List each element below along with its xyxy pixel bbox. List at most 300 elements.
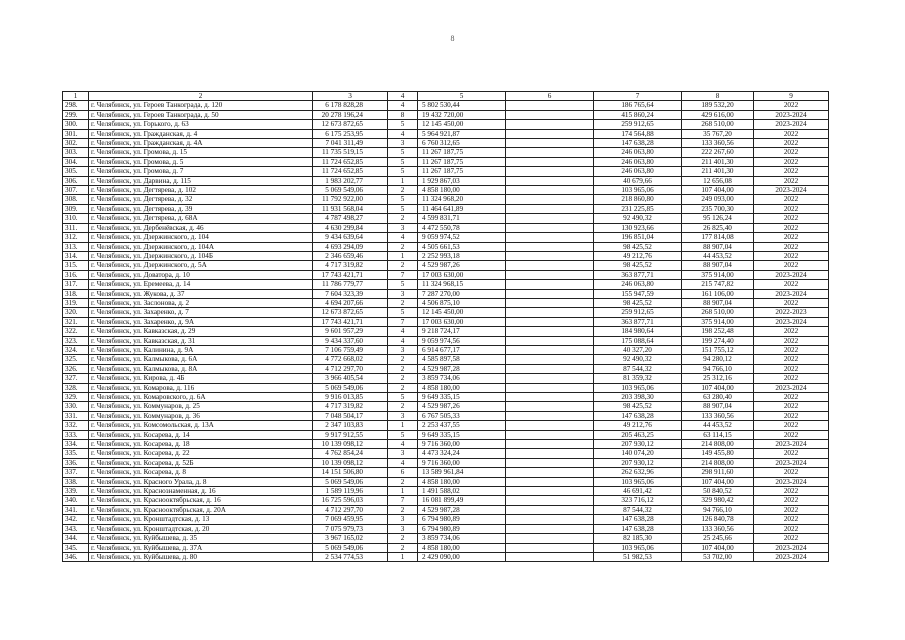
count-cell: 4: [388, 101, 418, 110]
empty-cell: [506, 393, 594, 402]
amount-b-cell: 249 093,00: [682, 195, 754, 204]
table-row: [63, 364, 829, 373]
total-cost-cell: 5 069 549,06: [313, 477, 388, 486]
row-number: 335.: [63, 449, 89, 458]
year-cell: 2023-2024: [754, 458, 829, 467]
table-row: [63, 289, 829, 298]
amount-cell: 11 324 968,15: [418, 280, 506, 289]
year-cell: 2022: [754, 327, 829, 336]
amount-b-cell: 211 401,30: [682, 167, 754, 176]
empty-cell: [506, 345, 594, 354]
year-cell: 2022: [754, 298, 829, 307]
amount-cell: 4 858 180,00: [418, 186, 506, 195]
table-row: [63, 430, 829, 439]
amount-cell: 6 760 312,65: [418, 139, 506, 148]
amount-a-cell: 203 398,30: [594, 393, 682, 402]
table-row: [63, 167, 829, 176]
table-row: [63, 157, 829, 166]
total-cost-cell: 16 725 596,03: [313, 496, 388, 505]
row-number: 326.: [63, 364, 89, 373]
address-cell: г. Челябинск, ул. Комаровского, д. 6А: [89, 393, 313, 402]
total-cost-cell: 5 069 549,06: [313, 383, 388, 392]
row-number: 311.: [63, 223, 89, 232]
address-cell: г. Челябинск, ул. Дербенёвская, д. 46: [89, 223, 313, 232]
amount-b-cell: 53 702,00: [682, 552, 754, 561]
table-row: [63, 421, 829, 430]
amount-a-cell: 184 980,64: [594, 327, 682, 336]
amount-b-cell: 214 808,00: [682, 440, 754, 449]
column-header: 8: [682, 92, 754, 101]
amount-a-cell: 147 638,28: [594, 515, 682, 524]
count-cell: 7: [388, 270, 418, 279]
year-cell: 2022: [754, 524, 829, 533]
total-cost-cell: 12 673 872,65: [313, 120, 388, 129]
amount-cell: 9 649 335,15: [418, 430, 506, 439]
empty-cell: [506, 524, 594, 533]
year-cell: 2022: [754, 280, 829, 289]
address-cell: г. Челябинск, ул. Еремеева, д. 14: [89, 280, 313, 289]
row-number: 314.: [63, 251, 89, 260]
address-cell: г. Челябинск, ул. Краснооктябрьская, д. 16: [89, 496, 313, 505]
total-cost-cell: 14 151 506,80: [313, 468, 388, 477]
amount-cell: 4 858 180,00: [418, 477, 506, 486]
amount-b-cell: 25 312,16: [682, 374, 754, 383]
amount-cell: 4 506 875,10: [418, 298, 506, 307]
total-cost-cell: 2 347 103,83: [313, 421, 388, 430]
empty-cell: [506, 186, 594, 195]
address-cell: г. Челябинск, ул. Дегтярева, д. 39: [89, 204, 313, 213]
amount-a-cell: 207 930,12: [594, 440, 682, 449]
row-number: 305.: [63, 167, 89, 176]
total-cost-cell: 4 772 668,02: [313, 355, 388, 364]
amount-a-cell: 155 947,59: [594, 289, 682, 298]
row-number: 332.: [63, 421, 89, 430]
year-cell: 2023-2024: [754, 317, 829, 326]
amount-cell: 4 529 987,28: [418, 364, 506, 373]
row-number: 317.: [63, 280, 89, 289]
address-cell: г. Челябинск, ул. Дзержинского, д. 104: [89, 233, 313, 242]
count-cell: 2: [388, 402, 418, 411]
count-cell: 2: [388, 298, 418, 307]
empty-cell: [506, 251, 594, 260]
amount-a-cell: 231 225,85: [594, 204, 682, 213]
amount-cell: 9 716 360,00: [418, 440, 506, 449]
address-cell: г. Челябинск, ул. Гражданская, д. 4: [89, 129, 313, 138]
row-number: 299.: [63, 110, 89, 119]
table-row: [63, 129, 829, 138]
count-cell: 3: [388, 449, 418, 458]
amount-a-cell: 81 359,32: [594, 374, 682, 383]
amount-cell: 13 589 961,84: [418, 468, 506, 477]
address-cell: г. Челябинск, ул. Косарева, д. 22: [89, 449, 313, 458]
table-row: [63, 468, 829, 477]
row-number: 316.: [63, 270, 89, 279]
address-cell: г. Челябинск, ул. Коммунаров, д. 25: [89, 402, 313, 411]
address-cell: г. Челябинск, ул. Комсомольская, д. 13А: [89, 421, 313, 430]
total-cost-cell: 6 178 828,28: [313, 101, 388, 110]
row-number: 310.: [63, 214, 89, 223]
address-cell: г. Челябинск, ул. Кавказская, д. 31: [89, 336, 313, 345]
amount-cell: 11 267 187,75: [418, 167, 506, 176]
table-row: [63, 251, 829, 260]
row-number: 343.: [63, 524, 89, 533]
table-row: [63, 204, 829, 213]
table-row: [63, 120, 829, 129]
empty-cell: [506, 120, 594, 129]
count-cell: 3: [388, 223, 418, 232]
address-cell: г. Челябинск, ул. Кронштадтская, д. 13: [89, 515, 313, 524]
page-number: 8: [450, 34, 455, 43]
table-row: [63, 148, 829, 157]
address-cell: г. Челябинск, ул. Кирова, д. 4Б: [89, 374, 313, 383]
address-cell: г. Челябинск, ул. Куйбышева, д. 35: [89, 534, 313, 543]
empty-cell: [506, 449, 594, 458]
empty-cell: [506, 505, 594, 514]
count-cell: 3: [388, 289, 418, 298]
row-number: 339.: [63, 487, 89, 496]
amount-b-cell: 12 656,08: [682, 176, 754, 185]
table-row: [63, 458, 829, 467]
amount-a-cell: 82 185,30: [594, 534, 682, 543]
empty-cell: [506, 110, 594, 119]
table-row: [63, 317, 829, 326]
table-row: [63, 336, 829, 345]
amount-a-cell: 46 691,42: [594, 487, 682, 496]
count-cell: 5: [388, 430, 418, 439]
column-header: 2: [89, 92, 313, 101]
year-cell: 2022: [754, 148, 829, 157]
row-number: 320.: [63, 308, 89, 317]
address-cell: г. Челябинск, ул. Дегтярева, д. 102: [89, 186, 313, 195]
amount-b-cell: 50 840,52: [682, 487, 754, 496]
empty-cell: [506, 534, 594, 543]
amount-a-cell: 147 638,28: [594, 411, 682, 420]
total-cost-cell: 9 917 912,55: [313, 430, 388, 439]
total-cost-cell: 12 673 872,65: [313, 308, 388, 317]
table-row: [63, 487, 829, 496]
amount-b-cell: 268 510,00: [682, 120, 754, 129]
row-number: 346.: [63, 552, 89, 561]
year-cell: 2022: [754, 393, 829, 402]
amount-cell: 2 253 437,55: [418, 421, 506, 430]
amount-cell: 9 716 360,00: [418, 458, 506, 467]
amount-b-cell: 35 767,20: [682, 129, 754, 138]
year-cell: 2022: [754, 167, 829, 176]
table-row: [63, 176, 829, 185]
amount-b-cell: 88 907,04: [682, 298, 754, 307]
year-cell: 2022: [754, 233, 829, 242]
count-cell: 4: [388, 336, 418, 345]
row-number: 302.: [63, 139, 89, 148]
amount-a-cell: 205 463,25: [594, 430, 682, 439]
amount-b-cell: 88 907,04: [682, 242, 754, 251]
amount-a-cell: 130 923,66: [594, 223, 682, 232]
row-number: 324.: [63, 345, 89, 354]
table-row: [63, 543, 829, 552]
row-number: 315.: [63, 261, 89, 270]
address-cell: г. Челябинск, ул. Краснооктябрьская, д. 20А: [89, 505, 313, 514]
table-row: [63, 440, 829, 449]
row-number: 340.: [63, 496, 89, 505]
amount-a-cell: 87 544,32: [594, 364, 682, 373]
table-row: [63, 393, 829, 402]
count-cell: 2: [388, 505, 418, 514]
table-row: [63, 402, 829, 411]
empty-cell: [506, 223, 594, 232]
empty-cell: [506, 515, 594, 524]
empty-cell: [506, 458, 594, 467]
count-cell: 2: [388, 186, 418, 195]
amount-a-cell: 98 425,52: [594, 402, 682, 411]
year-cell: 2023-2024: [754, 543, 829, 552]
amount-a-cell: 415 860,24: [594, 110, 682, 119]
address-cell: г. Челябинск, ул. Косарева, д. 52Б: [89, 458, 313, 467]
total-cost-cell: 11 724 652,85: [313, 157, 388, 166]
year-cell: 2022: [754, 157, 829, 166]
table-row: [63, 242, 829, 251]
amount-a-cell: 196 851,04: [594, 233, 682, 242]
row-number: 325.: [63, 355, 89, 364]
address-cell: г. Челябинск, ул. Громова, д. 7: [89, 167, 313, 176]
total-cost-cell: 10 139 098,12: [313, 458, 388, 467]
table-row: [63, 505, 829, 514]
total-cost-cell: 7 075 979,73: [313, 524, 388, 533]
address-cell: г. Челябинск, ул. Дзержинского, д. 104Б: [89, 251, 313, 260]
amount-cell: 19 432 720,00: [418, 110, 506, 119]
total-cost-cell: 20 278 196,24: [313, 110, 388, 119]
year-cell: 2022-2023: [754, 308, 829, 317]
address-cell: г. Челябинск, ул. Косарева, д. 8: [89, 468, 313, 477]
total-cost-cell: 6 175 253,95: [313, 129, 388, 138]
amount-b-cell: 88 907,04: [682, 402, 754, 411]
year-cell: 2022: [754, 505, 829, 514]
amount-cell: 7 287 270,00: [418, 289, 506, 298]
row-number: 323.: [63, 336, 89, 345]
column-header: 6: [506, 92, 594, 101]
total-cost-cell: 3 966 405,54: [313, 374, 388, 383]
count-cell: 2: [388, 214, 418, 223]
total-cost-cell: 4 693 294,09: [313, 242, 388, 251]
total-cost-cell: 4 762 854,24: [313, 449, 388, 458]
year-cell: 2022: [754, 242, 829, 251]
empty-cell: [506, 487, 594, 496]
row-number: 321.: [63, 317, 89, 326]
address-cell: г. Челябинск, ул. Громова, д. 15: [89, 148, 313, 157]
year-cell: 2023-2024: [754, 383, 829, 392]
amount-cell: 9 059 974,52: [418, 233, 506, 242]
amount-a-cell: 51 982,53: [594, 552, 682, 561]
address-cell: г. Челябинск, ул. Дегтярева, д. 32: [89, 195, 313, 204]
row-number: 333.: [63, 430, 89, 439]
total-cost-cell: 11 931 568,04: [313, 204, 388, 213]
amount-a-cell: 363 877,71: [594, 317, 682, 326]
count-cell: 2: [388, 534, 418, 543]
table-row: [63, 411, 829, 420]
year-cell: 2022: [754, 176, 829, 185]
empty-cell: [506, 270, 594, 279]
amount-cell: 11 464 641,89: [418, 204, 506, 213]
count-cell: 3: [388, 139, 418, 148]
column-header: 4: [388, 92, 418, 101]
address-cell: г. Челябинск, ул. Жукова, д. 37: [89, 289, 313, 298]
address-cell: г. Челябинск, ул. Куйбышева, д. 80: [89, 552, 313, 561]
table-header-row: [63, 92, 829, 101]
amount-b-cell: 107 404,00: [682, 186, 754, 195]
address-cell: г. Челябинск, ул. Захаренко, д. 9А: [89, 317, 313, 326]
count-cell: 7: [388, 317, 418, 326]
amount-b-cell: 94 766,10: [682, 505, 754, 514]
count-cell: 1: [388, 487, 418, 496]
amount-b-cell: 149 455,80: [682, 449, 754, 458]
empty-cell: [506, 157, 594, 166]
count-cell: 5: [388, 157, 418, 166]
table-row: [63, 298, 829, 307]
count-cell: 3: [388, 515, 418, 524]
year-cell: 2022: [754, 129, 829, 138]
amount-cell: 16 081 899,49: [418, 496, 506, 505]
table-row: [63, 195, 829, 204]
amount-b-cell: 375 914,00: [682, 317, 754, 326]
count-cell: 4: [388, 129, 418, 138]
year-cell: 2023-2024: [754, 289, 829, 298]
column-header: 5: [418, 92, 506, 101]
amount-cell: 4 473 324,24: [418, 449, 506, 458]
year-cell: 2022: [754, 515, 829, 524]
year-cell: 2022: [754, 402, 829, 411]
amount-b-cell: 298 911,60: [682, 468, 754, 477]
table-row: [63, 233, 829, 242]
total-cost-cell: 17 743 421,71: [313, 317, 388, 326]
total-cost-cell: 2 346 659,46: [313, 251, 388, 260]
empty-cell: [506, 101, 594, 110]
amount-a-cell: 92 490,32: [594, 214, 682, 223]
count-cell: 5: [388, 195, 418, 204]
table-row: [63, 345, 829, 354]
count-cell: 1: [388, 251, 418, 260]
column-header: 1: [63, 92, 89, 101]
amount-b-cell: 126 840,78: [682, 515, 754, 524]
amount-a-cell: 246 063,80: [594, 167, 682, 176]
empty-cell: [506, 496, 594, 505]
row-number: 329.: [63, 393, 89, 402]
amount-b-cell: 211 401,30: [682, 157, 754, 166]
amount-b-cell: 25 245,66: [682, 534, 754, 543]
empty-cell: [506, 440, 594, 449]
row-number: 307.: [63, 186, 89, 195]
count-cell: 4: [388, 458, 418, 467]
total-cost-cell: 4 694 207,66: [313, 298, 388, 307]
amount-b-cell: 94 280,12: [682, 355, 754, 364]
count-cell: 3: [388, 345, 418, 354]
column-header: 7: [594, 92, 682, 101]
row-number: 309.: [63, 204, 89, 213]
amount-a-cell: 262 632,96: [594, 468, 682, 477]
total-cost-cell: 7 048 504,17: [313, 411, 388, 420]
address-cell: г. Челябинск, ул. Коммунаров, д. 36: [89, 411, 313, 420]
row-number: 300.: [63, 120, 89, 129]
amount-cell: 1 491 588,02: [418, 487, 506, 496]
year-cell: 2022: [754, 374, 829, 383]
amount-a-cell: 140 074,20: [594, 449, 682, 458]
year-cell: 2022: [754, 364, 829, 373]
amount-a-cell: 246 063,80: [594, 148, 682, 157]
table-row: [63, 327, 829, 336]
empty-cell: [506, 308, 594, 317]
row-number: 319.: [63, 298, 89, 307]
amount-b-cell: 63 114,15: [682, 430, 754, 439]
year-cell: 2022: [754, 195, 829, 204]
table-row: [63, 515, 829, 524]
table-row: [63, 374, 829, 383]
count-cell: 2: [388, 383, 418, 392]
row-number: 328.: [63, 383, 89, 392]
address-cell: г. Челябинск, ул. Дарвина, д. 115: [89, 176, 313, 185]
amount-cell: 6 914 677,17: [418, 345, 506, 354]
amount-cell: 1 929 867,03: [418, 176, 506, 185]
count-cell: 2: [388, 374, 418, 383]
amount-b-cell: 26 825,40: [682, 223, 754, 232]
amount-a-cell: 363 877,71: [594, 270, 682, 279]
address-cell: г. Челябинск, ул. Захаренко, д. 7: [89, 308, 313, 317]
count-cell: 4: [388, 440, 418, 449]
amount-b-cell: 44 453,52: [682, 251, 754, 260]
amount-a-cell: 175 088,64: [594, 336, 682, 345]
address-cell: г. Челябинск, ул. Комарова, д. 116: [89, 383, 313, 392]
address-cell: г. Челябинск, ул. Героев Танкограда, д. 50: [89, 110, 313, 119]
year-cell: 2022: [754, 421, 829, 430]
year-cell: 2023-2024: [754, 440, 829, 449]
count-cell: 2: [388, 364, 418, 373]
amount-b-cell: 214 808,00: [682, 458, 754, 467]
total-cost-cell: 4 712 297,70: [313, 505, 388, 514]
empty-cell: [506, 383, 594, 392]
year-cell: 2022: [754, 101, 829, 110]
amount-a-cell: 259 912,65: [594, 120, 682, 129]
total-cost-cell: 11 786 779,77: [313, 280, 388, 289]
empty-cell: [506, 421, 594, 430]
empty-cell: [506, 317, 594, 326]
table-row: [63, 139, 829, 148]
total-cost-cell: 2 534 774,53: [313, 552, 388, 561]
amount-cell: 4 858 180,00: [418, 543, 506, 552]
amount-cell: 2 429 090,00: [418, 552, 506, 561]
amount-a-cell: 186 765,64: [594, 101, 682, 110]
address-cell: г. Челябинск, ул. Дзержинского, д. 104А: [89, 242, 313, 251]
address-cell: г. Челябинск, ул. Доватора, д. 10: [89, 270, 313, 279]
empty-cell: [506, 477, 594, 486]
table-row: [63, 449, 829, 458]
row-number: 336.: [63, 458, 89, 467]
count-cell: 1: [388, 421, 418, 430]
empty-cell: [506, 148, 594, 157]
amount-b-cell: 189 532,20: [682, 101, 754, 110]
total-cost-cell: 7 604 323,39: [313, 289, 388, 298]
row-number: 306.: [63, 176, 89, 185]
row-number: 330.: [63, 402, 89, 411]
year-cell: 2022: [754, 355, 829, 364]
count-cell: 2: [388, 355, 418, 364]
empty-cell: [506, 298, 594, 307]
count-cell: 3: [388, 411, 418, 420]
count-cell: 2: [388, 242, 418, 251]
table-row: [63, 270, 829, 279]
table-row: [63, 308, 829, 317]
amount-cell: 12 145 450,00: [418, 120, 506, 129]
address-cell: г. Челябинск, ул. Калинина, д. 9А: [89, 345, 313, 354]
amount-cell: 4 858 180,00: [418, 383, 506, 392]
row-number: 301.: [63, 129, 89, 138]
count-cell: 5: [388, 280, 418, 289]
